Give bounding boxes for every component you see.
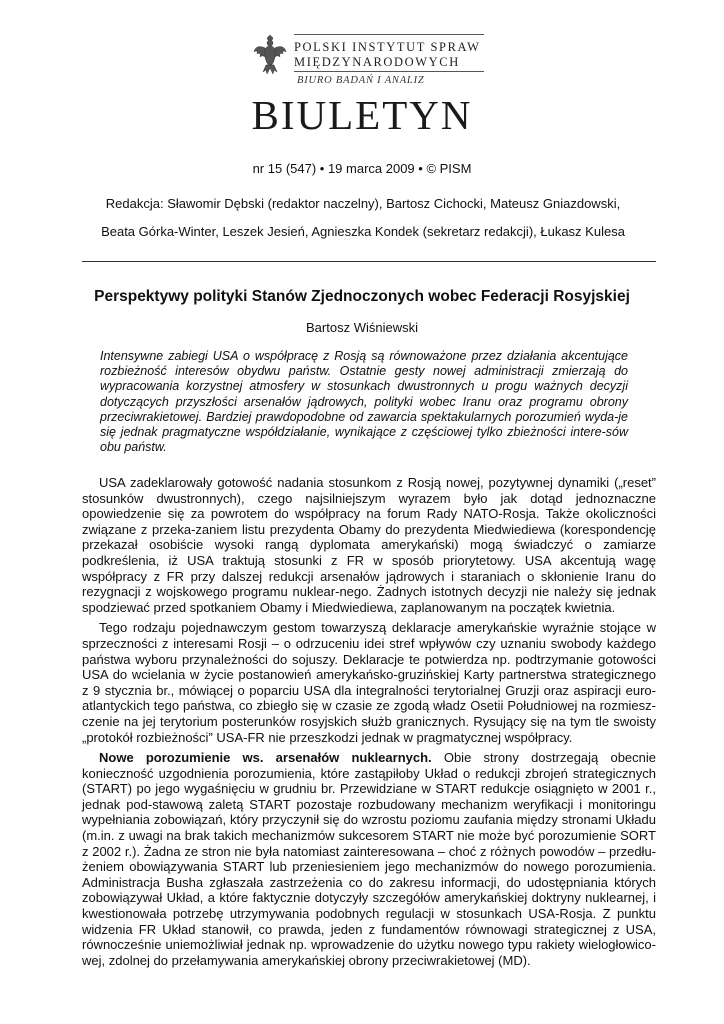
paragraph-text: Obie strony dostrzegają obecnie konieczność uzgodnienia porozumienia, które zastąpiłoby Układ o redukcji zbrojeń strategicznych (START) po jego wygaśnięciu w grudniu br. Przewidziane w START redukcje osiągnięto w 2001 r., jednak pod-stawową zaletą START pozostaje rozbudowany mechanizm weryfikacji i monitoringu wypełniania zobowiązań, który przyczynił się do wzrostu poziomu zaufania między stronami Układu (m.in. z uwagi na brak takich mechanizmów sukcesorem START nie może być porozumienie SORT z 2002 r.). Żadna ze stron nie była natomiast zainteresowana – choć z różnych powodów – przedłu-żeniem obowiązywania START lub przeniesieniem jego mechanizmów do nowego porozumienia. Administracja Busha zgłaszała zastrzeżenia co do zakresu informacji, do udostępniania których zobowiązywał Układ, a które faktycznie dotyczyły szczegółów amerykańskiej doktryny nuklearnej, i kwestionowała potrzebę utrzymywania podobnych regulacji w stosunkach USA-Rosja. Z punktu widzenia FR Układ stanowił, co prawda, jeden z fundamentów równowagi strategicznej z USA, równocześnie uniemożliwiał jednak np. wprowadzenie do użytku nowego typu rakiety wielogłowico-wej, zdolnej do przełamywania amerykańskiej obrony przeciwrakietowej (MD). — [82, 750, 657, 968]
article-lead: Intensywne zabiegi USA o współpracę z Rosją są równoważone przez działania akcentujące rozbieżność interesów obydwu państw. Ostatnie gesty nowej administracji zmierzają do wypracowania korzystnej atmosfery w stosunkach dwustronnych u progu ważnych decyzji dotyczących przyszłości arsenałów jądrowych, polityki wobec Iranu oraz programu obrony przeciwrakietowej. Bardziej prawdopodobne od zawarcia spektakularnych porozumień wyda-je się jednak pragmatyczne współdziałanie, wynikające z częściowej tylko zbieżności intere-sów obu państw. — [100, 349, 628, 455]
institute-name-line1: POLSKI INSTYTUT SPRAW — [294, 40, 481, 54]
editors-line: Redakcja: Sławomir Dębski (redaktor naczelny), Bartosz Cichocki, Mateusz Gniazdowski, — [105, 196, 621, 211]
header-divider — [82, 261, 656, 262]
article-author: Bartosz Wiśniewski — [306, 320, 418, 335]
polish-eagle-emblem-icon — [253, 35, 287, 75]
issue-line: nr 15 (547) • 19 marca 2009 • © PISM — [252, 161, 472, 176]
header-rule-top — [294, 34, 484, 35]
article-body — [82, 475, 656, 973]
department-name: BIURO BADAŃ I ANALIZ — [297, 75, 425, 86]
paragraph — [82, 750, 656, 968]
editors-line: Beata Górka-Winter, Leszek Jesień, Agnieszka Kondek (sekretarz redakcji), Łukasz Kulesa — [101, 224, 625, 239]
institute-name-line2: MIĘDZYNARODOWYCH — [294, 55, 460, 69]
publication-title: BIULETYN — [251, 92, 473, 138]
paragraph-heading: Nowe porozumienie ws. arsenałów nuklearnych. — [99, 750, 432, 766]
paragraph: USA zadeklarowały gotowość nadania stosunkom z Rosją nowej, pozytywnej dynamiki („reset” stosunków dwustronnych), czego najsilniejszym wyrazem było jak dotąd jednoznaczne opowiedzenie się za powrotem do współpracy na forum Rady NATO-Rosja. Także okoliczności związane z przeka-zaniem listu prezydenta Obamy do prezydenta Miedwiediewa (korespondencję przekazał osobiście wysoki rangą dyplomata amerykański) mogą świadczyć o zamiarze podkreślenia, iż USA traktują stosunki z FR w sposób priorytetowy. USA akcentują wagę współpracy z FR przy dalszej redukcji arsenałów jądrowych i staraniach o skłonienie Iranu do rezygnacji z wojskowego programu nuklear-nego. Żadnych istotnych decyzji nie należy się jednak spodziewać przed spotkaniem Obamy i Miedwiediewa, zaplanowanym na początek kwietnia. — [82, 475, 656, 615]
header-rule-middle — [294, 71, 484, 72]
paragraph: Tego rodzaju pojednawczym gestom towarzyszą deklaracje amerykańskie wyraźnie stojące w sprzeczności z interesami Rosji – o odrzuceniu idei stref wpływów czy uznaniu swobody każdego państwa wyboru przynależności do sojuszy. Deklaracje te potwierdza np. podtrzymanie gotowości USA do wcielania w życie postanowień amerykańsko-gruzińskiej Karty partnerstwa strategicznego z 9 stycznia br., mówiącej o poparciu USA dla integralności terytorialnej Gruzji oraz aspiracji euro-atlantyckich tego państwa, co zbiegło się w czasie ze zgodą władz Osetii Południowej na rozmiesz-czenie na jej terytorium posterunków rosyjskich służb granicznych. Rysujący się na tym tle swoisty „protokół rozbieżności” USA-FR nie przeszkodzi jednak w pragmatycznej współpracy. — [82, 620, 656, 745]
article-title: Perspektywy polityki Stanów Zjednoczonych wobec Federacji Rosyjskiej — [94, 288, 630, 305]
editorial-board — [98, 190, 628, 246]
